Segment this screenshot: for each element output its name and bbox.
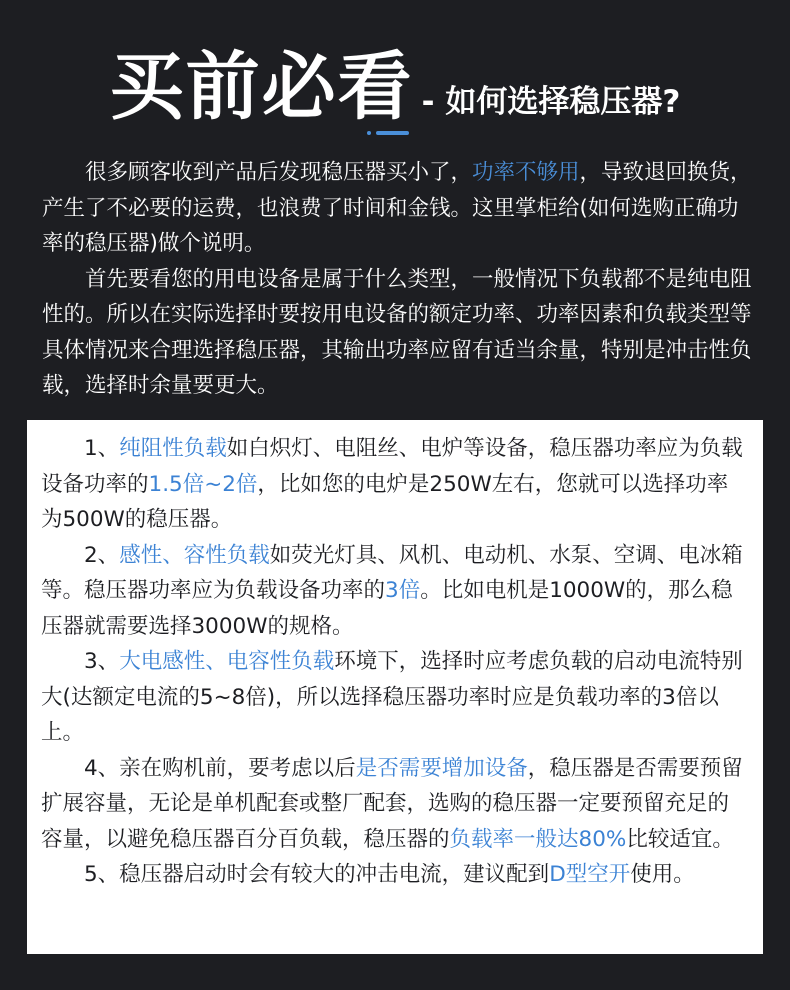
guide-item-4: [41, 751, 749, 858]
item-text: 比较适宜。: [626, 826, 734, 852]
intro-highlight: 功率不够用: [472, 160, 580, 185]
item-text: 如荧光灯具、风机、电动机、水泵、空调、电冰箱等。稳压器功率应为负载设备功率的: [41, 542, 743, 603]
guide-item-5: [41, 857, 749, 893]
item-text: 如白炽灯、电阻丝、电炉等设备，稳压器功率应为负载设备功率的: [41, 436, 743, 497]
guide-panel: [27, 420, 763, 954]
item-text: 1、: [84, 436, 120, 461]
item-text: 2、: [84, 542, 120, 568]
item-text: 环境下，选择时应考虑负载的启动电流特别大(达额定电流的5~8倍)，所以选择稳压器功率时应是负载功率的3倍以上。: [41, 649, 743, 745]
item-highlight: 是否需要增加设备: [355, 755, 528, 781]
item-text: 。比如电机是1000W的，那么稳压器就需要选择3000W的规格。: [41, 578, 733, 639]
page-subtitle: - 如何选择稳压器?: [421, 84, 681, 120]
guide-item-1: [41, 431, 749, 538]
intro-paragraph-1: [42, 155, 754, 262]
accent-divider: [367, 131, 409, 135]
item-highlight: 负载率一般达80%: [449, 826, 627, 852]
guide-item-3: [41, 644, 749, 751]
accent-bar: [376, 131, 409, 135]
item-text: 3、: [84, 649, 120, 674]
guide-item-2: [41, 538, 749, 645]
intro-text: ，导致退回换货，产生了不必要的运费，也浪费了时间和金钱。这里掌柜给(如何选购正确功率的稳压器)做个说明。: [42, 160, 752, 256]
item-text: 4、亲在购机前，要考虑以后: [84, 755, 356, 781]
item-highlight: 1.5倍~2倍: [148, 471, 258, 497]
intro-paragraph-2: 首先要看您的用电设备是属于什么类型，一般情况下负载都不是纯电阻性的。所以在实际选择时要按用电设备的额定功率、功率因素和负载类型等具体情况来合理选择稳压器，其输出功率应留有适当余量，特别是冲击性负载，选择时余量要更大。: [42, 266, 752, 398]
intro-section: [42, 155, 754, 404]
item-highlight: 感性、容性负载: [119, 542, 270, 568]
header: [0, 28, 790, 134]
intro-text: 很多顾客收到产品后发现稳压器买小了，: [85, 160, 473, 185]
accent-dot: [367, 131, 371, 135]
item-text: 5、稳压器启动时会有较大的冲击电流，建议配到: [84, 862, 550, 887]
page-title: 买前必看: [109, 44, 414, 130]
item-highlight: 纯阻性负载: [119, 436, 227, 461]
item-text: ，稳压器是否需要预留扩展容量，无论是单机配套或整厂配套，选购的稳压器一定要预留充足的容量，以避免稳压器百分百负载，稳压器的: [41, 755, 743, 852]
item-text: ，比如您的电炉是250W左右，您就可以选择功率为500W的稳压器。: [41, 471, 729, 532]
item-highlight: 大电感性、电容性负载: [119, 649, 335, 674]
item-highlight: D型空开: [549, 862, 631, 887]
item-text: 使用。: [630, 862, 695, 887]
guide-list: [41, 431, 749, 893]
item-highlight: 3倍: [385, 578, 421, 603]
